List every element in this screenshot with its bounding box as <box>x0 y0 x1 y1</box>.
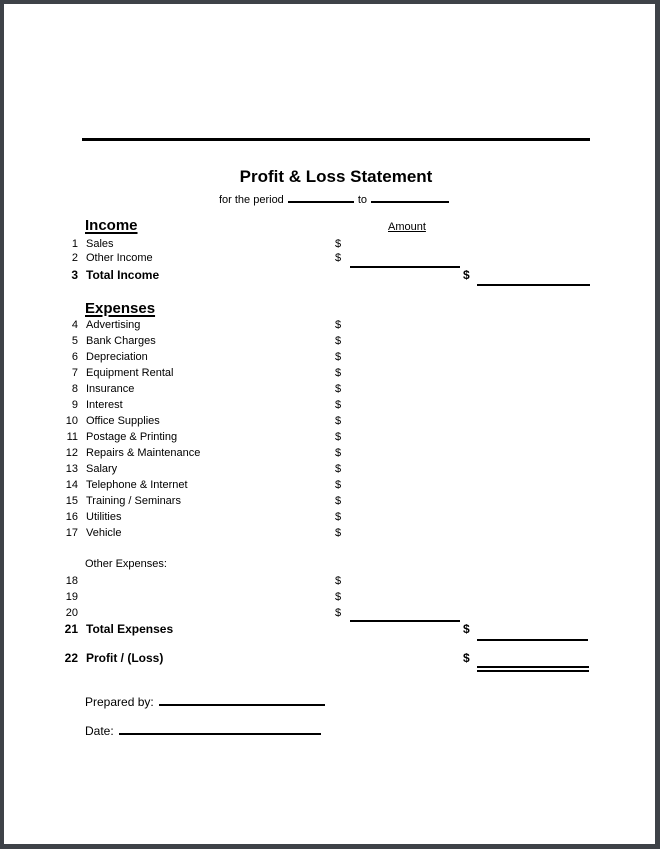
currency-symbol: $ <box>335 383 342 395</box>
currency-symbol: $ <box>335 527 342 539</box>
line-number: 11 <box>66 431 78 443</box>
other-expense-row <box>0 574 660 588</box>
expense-label: Advertising <box>86 319 141 331</box>
income-label: Sales <box>86 238 114 250</box>
total-expenses-row <box>0 622 660 636</box>
expense-label: Office Supplies <box>86 415 160 427</box>
line-number: 14 <box>65 479 78 491</box>
other-expenses-label: Other Expenses: <box>85 558 167 570</box>
prepared-by-blank <box>159 694 325 706</box>
line-number: 18 <box>65 575 78 587</box>
currency-symbol: $ <box>335 335 342 347</box>
total-expenses-line <box>477 639 588 641</box>
date-line <box>85 723 321 738</box>
period-line <box>82 192 590 206</box>
currency-symbol: $ <box>335 415 342 427</box>
currency-symbol: $ <box>335 319 342 331</box>
total-income-label: Total Income <box>86 268 160 282</box>
line-number: 2 <box>71 252 78 264</box>
expense-label: Training / Seminars <box>86 495 181 507</box>
period-prefix: for the period <box>218 194 284 206</box>
currency-symbol: $ <box>335 479 342 491</box>
currency-symbol: $ <box>335 399 342 411</box>
amount-column-header: Amount <box>388 221 426 233</box>
line-number: 12 <box>65 447 78 459</box>
expense-label: Bank Charges <box>86 335 156 347</box>
line-number: 7 <box>71 367 78 379</box>
income-row-sales <box>0 237 660 251</box>
line-number: 10 <box>65 415 78 427</box>
line-number: 4 <box>71 319 78 331</box>
currency-symbol: $ <box>335 367 342 379</box>
expense-label: Interest <box>86 399 123 411</box>
expense-label: Depreciation <box>86 351 148 363</box>
expense-label: Telephone & Internet <box>86 479 188 491</box>
expense-label: Equipment Rental <box>86 367 174 379</box>
header-rule <box>82 138 590 141</box>
line-number: 8 <box>71 383 78 395</box>
expense-row <box>0 446 660 460</box>
expense-row <box>0 526 660 540</box>
expense-row <box>0 414 660 428</box>
expense-row <box>0 382 660 396</box>
expense-label: Insurance <box>86 383 135 395</box>
line-number: 13 <box>65 463 78 475</box>
line-number: 19 <box>65 591 78 603</box>
expense-label: Repairs & Maintenance <box>86 447 201 459</box>
currency-symbol: $ <box>335 607 342 619</box>
document-title: Profit & Loss Statement <box>239 167 433 186</box>
expense-label: Salary <box>86 463 118 475</box>
expense-label: Utilities <box>86 511 122 523</box>
expense-label: Postage & Printing <box>86 431 178 443</box>
line-number: 5 <box>71 335 78 347</box>
line-number: 20 <box>65 607 78 619</box>
income-heading: Income <box>85 217 138 234</box>
profit-loss-row <box>0 651 660 665</box>
other-expense-row <box>0 606 660 620</box>
period-end-blank <box>371 192 449 203</box>
line-number: 15 <box>65 495 78 507</box>
currency-symbol: $ <box>335 495 342 507</box>
currency-symbol: $ <box>335 511 342 523</box>
currency-symbol: $ <box>335 591 342 603</box>
income-label: Other Income <box>86 252 153 264</box>
line-number: 6 <box>71 351 78 363</box>
expense-label: Vehicle <box>86 527 122 539</box>
expense-row <box>0 318 660 332</box>
currency-symbol: $ <box>335 252 342 264</box>
expense-row <box>0 510 660 524</box>
total-income-row <box>0 268 660 282</box>
line-number: 3 <box>71 268 78 282</box>
income-row-other-income <box>0 251 660 265</box>
currency-symbol: $ <box>335 463 342 475</box>
expense-row <box>0 398 660 412</box>
line-number: 21 <box>64 622 78 636</box>
total-income-line <box>477 284 590 286</box>
currency-symbol: $ <box>463 622 470 636</box>
expense-row <box>0 478 660 492</box>
expense-row <box>0 334 660 348</box>
currency-symbol: $ <box>463 268 470 282</box>
currency-symbol: $ <box>463 651 470 665</box>
profit-loss-double-line <box>477 666 589 672</box>
expense-row <box>0 350 660 364</box>
line-number: 1 <box>71 238 78 250</box>
currency-symbol: $ <box>335 447 342 459</box>
currency-symbol: $ <box>335 238 342 250</box>
line-number: 22 <box>64 651 78 665</box>
currency-symbol: $ <box>335 351 342 363</box>
date-label: Date: <box>85 724 114 738</box>
line-number: 9 <box>71 399 78 411</box>
line-number: 16 <box>65 511 78 523</box>
other-expense-row <box>0 590 660 604</box>
expense-row <box>0 366 660 380</box>
period-separator: to <box>357 194 367 206</box>
line-number: 17 <box>65 527 78 539</box>
currency-symbol: $ <box>335 575 342 587</box>
expense-row <box>0 494 660 508</box>
prepared-by-line <box>85 694 325 709</box>
expenses-heading: Expenses <box>85 300 156 317</box>
total-expenses-label: Total Expenses <box>86 622 174 636</box>
period-start-blank <box>288 192 354 203</box>
date-blank <box>119 723 321 735</box>
profit-loss-label: Profit / (Loss) <box>86 651 164 665</box>
prepared-by-label: Prepared by: <box>85 695 154 709</box>
expense-row <box>0 430 660 444</box>
expense-row <box>0 462 660 476</box>
currency-symbol: $ <box>335 431 342 443</box>
